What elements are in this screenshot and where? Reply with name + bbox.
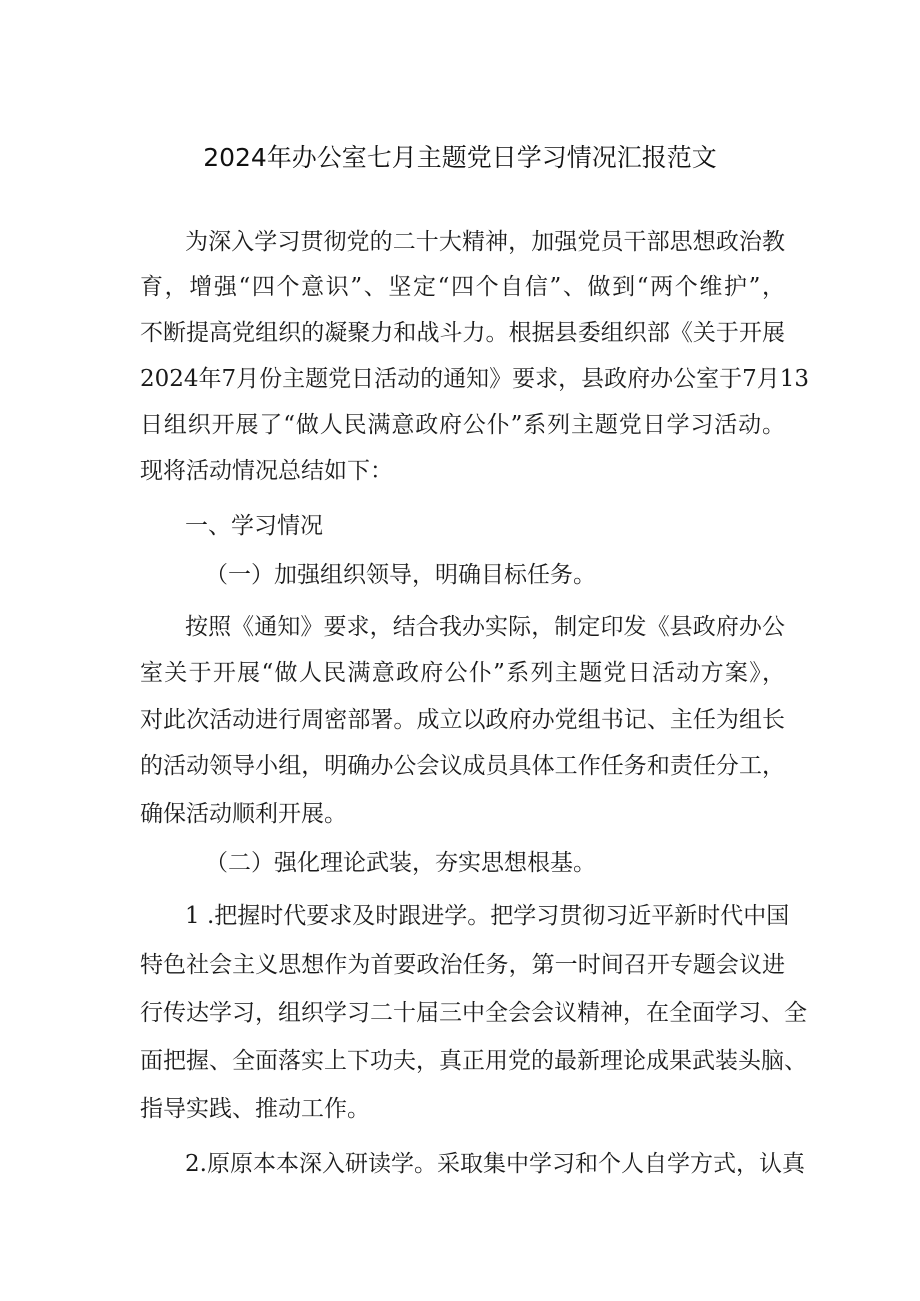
subsection-heading: （一）加强组织领导，明确目标任务。 [205,562,596,588]
section-heading: 一、学习情况 [185,513,323,539]
paragraph-line: 特色社会主义思想作为首要政治任务，第一时间召开专题会议进 [140,952,785,978]
paragraph-line: 1 .把握时代要求及时跟进学。把学习贯彻习近平新时代中国 [185,903,790,929]
subsection-heading: （二）强化理论武装，夯实思想根基。 [205,850,596,876]
paragraph-line: 现将活动情况总结如下： [140,458,393,484]
paragraph-line: 确保活动顺利开展。 [140,801,347,827]
paragraph-line: 不断提高党组织的凝聚力和战斗力。根据县委组织部《关于开展 [140,320,785,346]
paragraph-line: 的活动领导小组，明确办公会议成员具体工作任务和责任分工， [140,753,785,779]
paragraph-line: 室关于开展“做人民满意政府公仆”系列主题党日活动方案》， [140,660,785,686]
paragraph-line: 2.原原本本深入研读学。采取集中学习和个人自学方式，认真 [185,1151,805,1177]
paragraph-line: 按照《通知》要求，结合我办实际，制定印发《县政府办公 [185,614,785,640]
paragraph-line: 2024年7月份主题党日活动的通知》要求，县政府办公室于7月13 [140,366,810,392]
document-title: 2024年办公室七月主题党日学习情况汇报范文 [203,143,717,172]
paragraph-line: 行传达学习，组织学习二十届三中全会会议精神，在全面学习、全 [140,1000,807,1026]
paragraph-line: 指导实践、推动工作。 [140,1096,370,1122]
paragraph-line: 为深入学习贯彻党的二十大精神，加强党员干部思想政治教 [185,229,785,255]
paragraph-line: 对此次活动进行周密部署。成立以政府办党组书记、主任为组长 [140,707,785,733]
paragraph-line: 育，增强“四个意识”、坚定“四个自信”、做到“两个维护”， [140,274,785,300]
paragraph-line: 日组织开展了“做人民满意政府公仆”系列主题党日学习活动。 [140,412,785,438]
paragraph-line: 面把握、全面落实上下功夫，真正用党的最新理论成果武装头脑、 [140,1048,807,1074]
